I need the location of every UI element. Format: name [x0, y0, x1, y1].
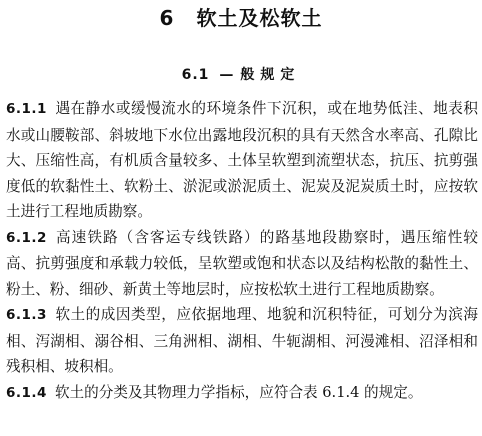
clause-text: 高速铁路（含客运专线铁路）的路基地段勘察时，遇压缩性较高、抗剪强度和承载力较低，呈软塑或饱和状态以及结构松散的黏性土、粉土、粉、细砂、新黄土等地层时，应按松软土进行工程地质勘察。 [6, 228, 478, 298]
clause-number: 6.1.4 [6, 384, 47, 401]
clause-6-1-3 [6, 302, 478, 380]
clause-6-1-1 [6, 96, 478, 225]
clause-number: 6.1.1 [6, 101, 47, 117]
clause-number: 6.1.3 [6, 307, 47, 323]
clause-text: 软土的分类及其物理力学指标，应符合表 6.1.4 的规定。 [54, 383, 423, 401]
chapter-title: 软土及松软土 [196, 6, 323, 30]
section-number: 6.1 [181, 67, 210, 83]
clause-text: 软土的成因类型，应依据地理、地貌和沉积特征，可划分为滨海相、泻湖相、溺谷相、三角洲相、湖相、牛轭湖相、河漫滩相、沼泽相和残积相、坡积相。 [6, 306, 478, 375]
clause-number: 6.1.2 [6, 229, 47, 246]
chapter-heading [0, 5, 482, 31]
chapter-number: 6 [159, 6, 175, 30]
clause-6-1-2 [6, 225, 478, 303]
clause-text: 遇在静水或缓慢流水的环境条件下沉积，或在地势低洼、地表积水或山腰鞍部、斜坡地下水位出露地段沉积的具有天然含水率高、孔隙比大、压缩性高，有机质含量较多、土体呈软塑到流塑状态，抗压、抗剪强度低的软黏性土、软粉土、淤泥或淤泥质土、泥炭及泥炭质土时，应按软土进行工程地质勘察。 [6, 100, 478, 220]
clause-6-1-4 [6, 380, 478, 407]
section-dash: — [219, 67, 235, 83]
section-title: 般规定 [240, 67, 301, 83]
clause-list [6, 96, 478, 406]
section-heading [0, 66, 482, 84]
